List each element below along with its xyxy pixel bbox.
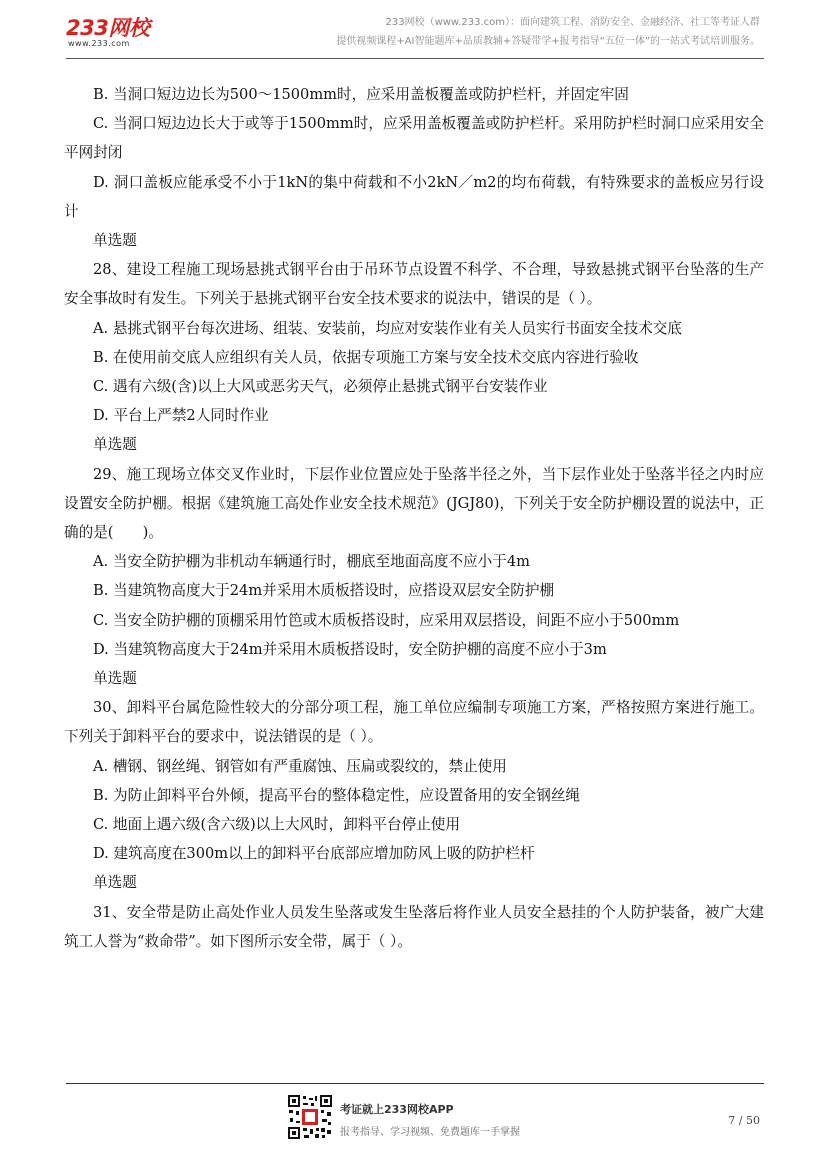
paragraph: B. 当洞口短边边长为500～1500mm时，应采用盖板覆盖或防护栏杆，并固定牢固 (93, 86, 629, 103)
option-d: D. 当建筑物高度大于24m并采用木质板搭设时，安全防护棚的高度不应小于3m (93, 640, 607, 658)
option-a: A. 槽钢、钢丝绳、钢管如有严重腐蚀、压扁或裂纹的，禁止使用 (93, 757, 507, 775)
question-30: 30、卸料平台属危险性较大的分部分项工程，施工单位应编制专项施工方案，严格按照方案进行施工。下列关于卸料平台的要求中，说法错误的是（ ）。 (64, 699, 764, 746)
question-29: 29、施工现场立体交叉作业时，下层作业位置应处于坠落半径之外，当下层作业处于坠落半径之内时应设置安全防护棚。根据《建筑施工高处作业安全技术规范》(JGJ80)，下列关于安全防护棚设置的说法中，正确的是( )。 (64, 465, 764, 542)
option-c: C. 遇有六级(含)以上大风或恶劣天气，必须停止悬挑式钢平台安装作业 (93, 378, 548, 396)
option-a: A. 当安全防护棚为非机动车辆通行时，棚底至地面高度不应小于4m (93, 553, 530, 571)
header-info-line2: 提供视频课程+AI智能题库+品质教辅+答疑带学+报考指导“五位一体”的一站式考试培训服务。 (336, 36, 760, 47)
option-d: D. 建筑高度在300m以上的卸料平台底部应增加防风上吸的防护栏杆 (93, 845, 535, 863)
paragraph: D. 洞口盖板应能承受不小于1kN的集中荷载和不小2kN／m2的均布荷载，有特殊要求的盖板应另行设计 (64, 173, 764, 220)
option-c: C. 当安全防护棚的顶棚采用竹笆或木质板搭设时，应采用双层搭设，间距不应小于500mm (93, 611, 680, 629)
question-type-label: 单选题 (93, 232, 137, 250)
header-info (336, 13, 760, 51)
logo[interactable] (66, 12, 149, 48)
header-info-line1: 233网校（www.233.com）：面向建筑工程、消防安全、金融经济、社工等考证人群 (385, 17, 760, 28)
app-promo-subtitle: 报考指导、学习视频、免费题库一手掌握 (340, 1127, 520, 1138)
option-b: B. 当建筑物高度大于24m并采用木质板搭设时，应搭设双层安全防护棚 (93, 582, 555, 600)
option-a: A. 悬挑式钢平台每次进场、组装、安装前，均应对安装作业有关人员实行书面安全技术交底 (93, 319, 682, 337)
option-b: B. 为防止卸料平台外倾，提高平台的整体稳定性，应设置备用的安全钢丝绳 (93, 786, 581, 804)
header-divider (66, 58, 764, 59)
app-promo-title: 考证就上233网校APP (340, 1103, 454, 1116)
logo-url: www.233.com (68, 39, 130, 48)
page-header (0, 0, 830, 60)
page-number: 7 / 50 (728, 1114, 760, 1127)
question-type-label: 单选题 (93, 670, 137, 688)
question-type-label: 单选题 (93, 874, 137, 892)
option-b: B. 在使用前交底人应组织有关人员，依据专项施工方案与安全技术交底内容进行验收 (93, 348, 639, 366)
question-28: 28、建设工程施工现场悬挑式钢平台由于吊环节点设置不科学、不合理，导致悬挑式钢平台坠落的生产安全事故时有发生。下列关于悬挑式钢平台安全技术要求的说法中，错误的是（ ）。 (64, 261, 764, 308)
logo-text: 233网校 (66, 16, 150, 40)
option-d: D. 平台上严禁2人同时作业 (93, 407, 269, 425)
question-type-label: 单选题 (93, 436, 137, 454)
footer-divider (66, 1083, 764, 1084)
option-c: C. 地面上遇六级(含六级)以上大风时，卸料平台停止使用 (93, 816, 460, 834)
document-body (64, 80, 764, 956)
qr-code-icon[interactable] (287, 1094, 333, 1140)
question-31: 31、安全带是防止高处作业人员发生坠落或发生坠落后将作业人员安全悬挂的个人防护装备，被广大建筑工人誉为“救命带”。如下图所示安全带，属于（ ）。 (64, 903, 764, 950)
paragraph: C. 当洞口短边边长大于或等于1500mm时，应采用盖板覆盖或防护栏杆。采用防护栏时洞口应采用安全平网封闭 (64, 115, 764, 162)
